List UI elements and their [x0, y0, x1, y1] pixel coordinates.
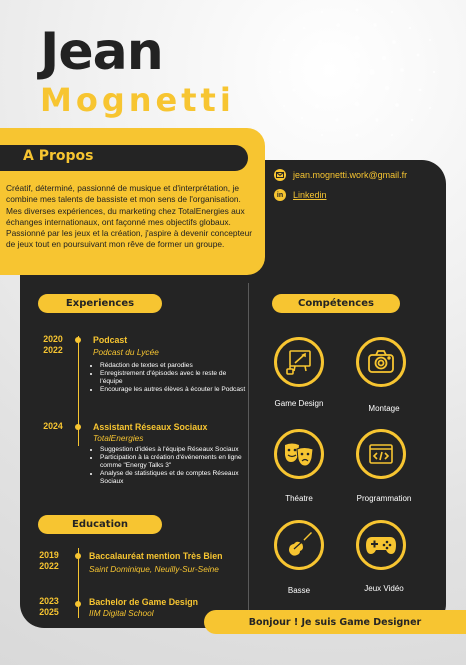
list-item: • Encourage les autres élèves à écouter le Podcast	[100, 386, 250, 394]
experience-subtitle: TotalEnergies	[93, 433, 144, 443]
bass-guitar-icon	[274, 520, 324, 570]
skill-label: Basse	[287, 586, 311, 595]
timeline-dot	[75, 424, 81, 430]
decorative-dots-circle	[262, 0, 452, 150]
experience-title: Assistant Réseaux Sociaux	[93, 422, 208, 432]
experience-bullets	[90, 446, 248, 486]
skill-label: Game Design	[274, 399, 324, 408]
last-name: Mognetti	[40, 81, 235, 119]
contact-linkedin-row[interactable]	[274, 189, 327, 201]
skill-label: Théatre	[285, 494, 313, 503]
list-item: • Enregistrement d'épisodes avec le reste de l'équipe	[100, 370, 250, 386]
education-subtitle: Saint Dominique, Neuilly-Sur-Seine	[89, 564, 219, 574]
experiences-heading: Experiences	[38, 294, 162, 313]
skill-label: Montage	[368, 404, 400, 413]
education-year-end: 2022	[39, 561, 59, 571]
experience-year-end: 2022	[43, 345, 63, 355]
education-heading: Education	[38, 515, 162, 534]
list-item: • Participation à la création d'événements en ligne comme "Energy Talks 3"	[100, 454, 248, 470]
mail-icon	[274, 169, 286, 181]
timeline-dot	[75, 553, 81, 559]
linkedin-link[interactable]: Linkedin	[293, 190, 327, 200]
first-name: Jean	[40, 22, 163, 82]
about-text: Créatif, déterminé, passionné de musique et d'interprétation, je combine mes talents de bassiste et mon sens de l'organisation. Mes diverses expériences, du marketing chez TotalEnergies aux échanges internationaux, ont façonné mes objectifs globaux. Passionné par les jeux et la création, j'aspire à devenir concepteur de jeux tout en poursuivant mon rêve de former un groupe.	[6, 183, 253, 250]
skill-label: Programmation	[356, 494, 412, 503]
linkedin-icon: in	[274, 189, 286, 201]
experience-year-start: 2024	[43, 421, 63, 431]
experience-title: Podcast	[93, 335, 128, 345]
skills-heading: Compétences	[272, 294, 400, 313]
tagline-banner: Bonjour ! Je suis Game Designer	[204, 610, 466, 634]
contact-email-row[interactable]	[274, 169, 407, 181]
email-text[interactable]: jean.mognetti.work@gmail.fr	[293, 170, 408, 180]
education-title: Bachelor de Game Design	[89, 597, 199, 607]
timeline-dot	[75, 337, 81, 343]
camera-icon	[356, 337, 406, 387]
timeline-dot	[75, 601, 81, 607]
experience-year-start: 2020	[43, 334, 63, 344]
education-title: Baccalauréat mention Très Bien	[89, 551, 223, 561]
code-window-icon	[356, 429, 406, 479]
skill-label: Jeux Vidéo	[364, 584, 404, 593]
about-title: A Propos	[23, 148, 94, 164]
education-subtitle: IIM Digital School	[89, 608, 154, 618]
education-year-end: 2025	[39, 607, 59, 617]
list-item: • Suggestion d'idées à l'équipe Réseaux Sociaux	[100, 446, 248, 454]
education-year-start: 2023	[39, 596, 59, 606]
list-item: • Rédaction de textes et parodies	[100, 362, 250, 370]
gamepad-icon	[356, 520, 406, 570]
experience-bullets	[90, 362, 250, 394]
theatre-masks-icon	[274, 429, 324, 479]
list-item: • Analyse de statistiques et de comptes Réseaux Sociaux	[100, 470, 248, 486]
column-divider	[248, 283, 249, 613]
game-design-icon	[274, 337, 324, 387]
education-year-start: 2019	[39, 550, 59, 560]
experience-subtitle: Podcast du Lycée	[93, 347, 159, 357]
